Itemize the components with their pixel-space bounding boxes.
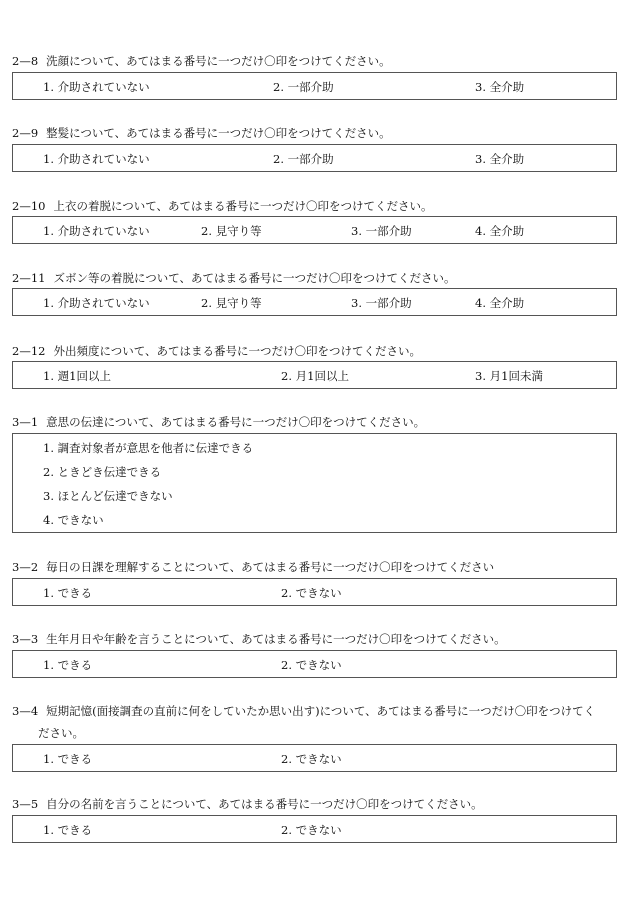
question-number: 2—10 (12, 199, 46, 213)
answer-options-box (12, 433, 617, 533)
question-text: 外出頻度について、あてはまる番号に一つだけ〇印をつけてください。 (53, 344, 421, 358)
answer-option[interactable]: 2. できない (281, 752, 342, 766)
answer-option[interactable]: 1. 介助されていない (43, 80, 150, 94)
answer-option[interactable]: 2. 一部介助 (273, 80, 334, 94)
answer-option[interactable]: 3. 全介助 (475, 80, 525, 94)
answer-option[interactable]: 1. できる (43, 823, 93, 837)
question-label (12, 125, 391, 141)
question-text: 毎日の日課を理解することについて、あてはまる番号に一つだけ〇印をつけてください (46, 560, 495, 574)
answer-option[interactable]: 1. できる (43, 586, 93, 600)
answer-option[interactable]: 2. 一部介助 (273, 152, 334, 166)
question-text: 上衣の着脱について、あてはまる番号に一つだけ〇印をつけてください。 (53, 199, 433, 213)
question-text: 自分の名前を言うことについて、あてはまる番号に一つだけ〇印をつけてください。 (46, 797, 483, 811)
answer-option[interactable]: 3. ほとんど伝達できない (43, 489, 173, 503)
question-label (12, 343, 421, 359)
answer-option[interactable]: 3. 月1回未満 (475, 369, 543, 383)
question-label (12, 631, 506, 647)
question-label (12, 796, 483, 812)
answer-option[interactable]: 2. ときどき伝達できる (43, 465, 162, 479)
question-text: ズボン等の着脱について、あてはまる番号に一つだけ〇印をつけてください。 (53, 271, 456, 285)
answer-option[interactable]: 3. 一部介助 (351, 224, 412, 238)
answer-option[interactable]: 1. 介助されていない (43, 296, 150, 310)
answer-option[interactable]: 1. 介助されていない (43, 152, 150, 166)
answer-options-box (12, 815, 617, 843)
answer-options-box (12, 288, 617, 316)
answer-option[interactable]: 2. できない (281, 586, 342, 600)
question-label (12, 198, 433, 214)
answer-options-box (12, 72, 617, 100)
answer-option[interactable]: 1. できる (43, 658, 93, 672)
answer-option[interactable]: 2. 見守り等 (201, 224, 262, 238)
question-text: 洗顔について、あてはまる番号に一つだけ〇印をつけてください。 (46, 54, 391, 68)
question-label (12, 703, 595, 719)
answer-options-box (12, 578, 617, 606)
answer-option[interactable]: 2. できない (281, 658, 342, 672)
answer-option[interactable]: 4. できない (43, 513, 104, 527)
answer-option[interactable]: 3. 全介助 (475, 152, 525, 166)
question-number: 2—11 (12, 271, 46, 285)
answer-option[interactable]: 2. 月1回以上 (281, 369, 349, 383)
question-number: 2—9 (12, 126, 39, 140)
question-number: 2—12 (12, 344, 46, 358)
question-number: 2—8 (12, 54, 39, 68)
answer-option[interactable]: 3. 一部介助 (351, 296, 412, 310)
question-number: 3—1 (12, 415, 39, 429)
question-label (12, 414, 425, 430)
answer-option[interactable]: 2. 見守り等 (201, 296, 262, 310)
answer-option[interactable]: 1. 週1回以上 (43, 369, 111, 383)
answer-option[interactable]: 4. 全介助 (475, 224, 525, 238)
answer-options-box (12, 144, 617, 172)
question-text: 生年月日や年齢を言うことについて、あてはまる番号に一つだけ〇印をつけてください。 (46, 632, 506, 646)
answer-option[interactable]: 4. 全介助 (475, 296, 525, 310)
question-number: 3—2 (12, 560, 39, 574)
question-number: 3—5 (12, 797, 39, 811)
question-number: 3—4 (12, 704, 39, 718)
answer-options-box (12, 361, 617, 389)
question-label (12, 559, 494, 575)
question-text: 整髪について、あてはまる番号に一つだけ〇印をつけてください。 (46, 126, 391, 140)
answer-option[interactable]: 1. 調査対象者が意思を他者に伝達できる (43, 441, 254, 455)
answer-option[interactable]: 1. できる (43, 752, 93, 766)
answer-options-box (12, 216, 617, 244)
question-label (12, 53, 391, 69)
question-text: 意思の伝達について、あてはまる番号に一つだけ〇印をつけてください。 (46, 415, 426, 429)
answer-options-box (12, 650, 617, 678)
answer-option[interactable]: 1. 介助されていない (43, 224, 150, 238)
question-text-continued: ださい。 (38, 726, 84, 740)
question-label (12, 270, 456, 286)
question-text: 短期記憶(面接調査の直前に何をしていたか思い出す)について、あてはまる番号に一つだけ〇印をつけてく (46, 704, 596, 718)
answer-option[interactable]: 2. できない (281, 823, 342, 837)
question-number: 3—3 (12, 632, 39, 646)
answer-options-box (12, 744, 617, 772)
